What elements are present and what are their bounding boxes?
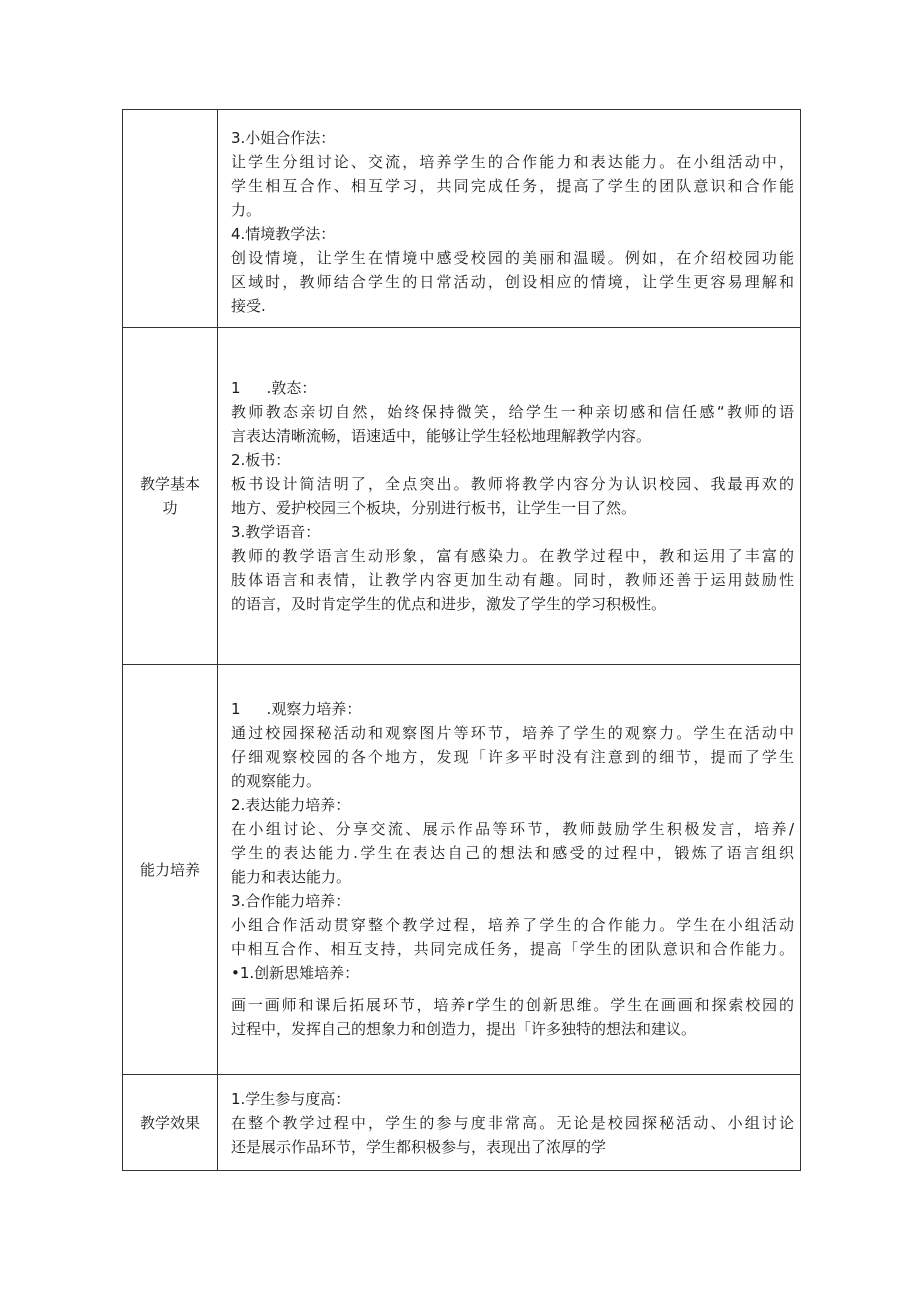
paragraph-line: 在整个教学过程中，学生的参与度非常高。无论是校园探秘活动、小组讨论: [231, 1114, 794, 1132]
row-content-basic-skills: [218, 328, 801, 665]
paragraph-line: 接受.: [231, 297, 266, 315]
row-label-empty: [123, 110, 218, 328]
paragraph-line: 的语言，及时肯定学生的优点和进步，激发了学生的学习积极性。: [231, 595, 667, 613]
row-label-line: 教学基本: [139, 475, 200, 493]
paragraph-line: 言表达清晰流畅，语速适中，能够让学生轻松地理解教学内容。: [231, 427, 652, 445]
paragraph-line: 学生相互合作、相互学习，共同完成任务，提高了学生的团队意识和合作能: [231, 177, 794, 195]
section-heading: [231, 376, 794, 400]
paragraph-line: 能力和表达能力。: [231, 868, 352, 886]
section-heading: 2.表达能力培养：: [231, 796, 351, 814]
row-content-effect: [218, 1075, 801, 1171]
section-heading: 3.合作能力培养：: [231, 892, 351, 910]
evaluation-table: [122, 109, 801, 1171]
paragraph-line: 教师教态亲切自然，始终保持微笑，给学生一种亲切感和信任感“教师的语: [231, 403, 794, 421]
row-label-ability: 能力培养: [123, 665, 218, 1075]
table-row-methods: [123, 110, 801, 328]
paragraph-line: 仔细观察校园的各个地方，发现「许多平时没有注意到的细节，提而了学生: [231, 748, 794, 766]
paragraph-line: 还是展示作品环节，学生都积极参与，表现出了浓厚的学: [231, 1138, 607, 1156]
section-heading: 1.学生参与度高：: [231, 1090, 351, 1108]
paragraph-line: 在小组讨论、分享交流、展示作品等环节，教师鼓励学生积极发言，培养/: [231, 820, 794, 838]
paragraph-line: 画一画师和课后拓展环节，培养r学生的创新思维。学生在画画和探索校园的: [231, 996, 794, 1014]
section-heading: 2.板书：: [231, 451, 291, 469]
table-row-effect: [123, 1075, 801, 1171]
section-heading: [231, 697, 794, 721]
paragraph-line: 学生的表达能力.学生在表达自己的想法和感受的过程中，锻炼了语言组织: [231, 844, 794, 862]
paragraph-line: 中相互合作、相互支持，共同完成任务，提高「学生的团队意识和合作能力。: [231, 940, 794, 958]
paragraph-line: 肢体语言和表情，让教学内容更加生动有趣。同时，教师还善于运用鼓励性: [231, 571, 794, 589]
paragraph-line: 区域时，教师结合学生的日常活动，创设相应的情境，让学生更容易理解和: [231, 273, 794, 291]
paragraph-line: 的观察能力。: [231, 772, 322, 790]
row-content-methods: [218, 110, 801, 328]
heading-text: .观察力培养：: [266, 700, 362, 718]
paragraph-line: 小组合作活动贯穿整个教学过程，培养了学生的合作能力。学生在小组活动: [231, 916, 794, 934]
section-heading: •1.创新思雉培养：: [231, 964, 360, 982]
heading-number: 1: [231, 700, 241, 718]
paragraph-line: 板书设计简洁明了，全点突出。教师将教学内容分为认识校园、我最再欢的: [231, 475, 794, 493]
table-row-ability: [123, 665, 801, 1075]
heading-text: .敦态：: [266, 379, 317, 397]
paragraph-line: 过程中，发挥自己的想象力和创造力，提出「许多独特的想法和建议。: [231, 1020, 697, 1038]
paragraph-line: 地方、爱护校园三个板块，分别进行板书，让学生一目了然。: [231, 499, 637, 517]
paragraph-line: 创设情境，让学生在情境中感受校园的美丽和温暖。例如，在介绍校园功能: [231, 249, 794, 267]
paragraph-line: 通过校园探秘活动和观察图片等环节，培养了学生的观察力。学生在活动中: [231, 724, 794, 742]
paragraph-line: 让学生分组讨论、交流，培养学生的合作能力和表达能力。在小组活动中，: [231, 153, 794, 171]
row-content-ability: [218, 665, 801, 1075]
table-row-basic-skills: [123, 328, 801, 665]
paragraph-line: 教师的教学语言生动形象，富有感染力。在教学过程中，教和运用了丰富的: [231, 547, 794, 565]
row-label-effect: 教学效果: [123, 1075, 218, 1171]
heading-number: 1: [231, 379, 241, 397]
row-label-basic-skills: [123, 328, 218, 665]
section-heading: 3.小姐合作法：: [231, 129, 336, 147]
paragraph-line: 力。: [231, 201, 262, 219]
section-heading: 3.教学语音：: [231, 523, 321, 541]
row-label-line: 功: [162, 499, 178, 517]
section-heading: 4.情境教学法：: [231, 225, 336, 243]
